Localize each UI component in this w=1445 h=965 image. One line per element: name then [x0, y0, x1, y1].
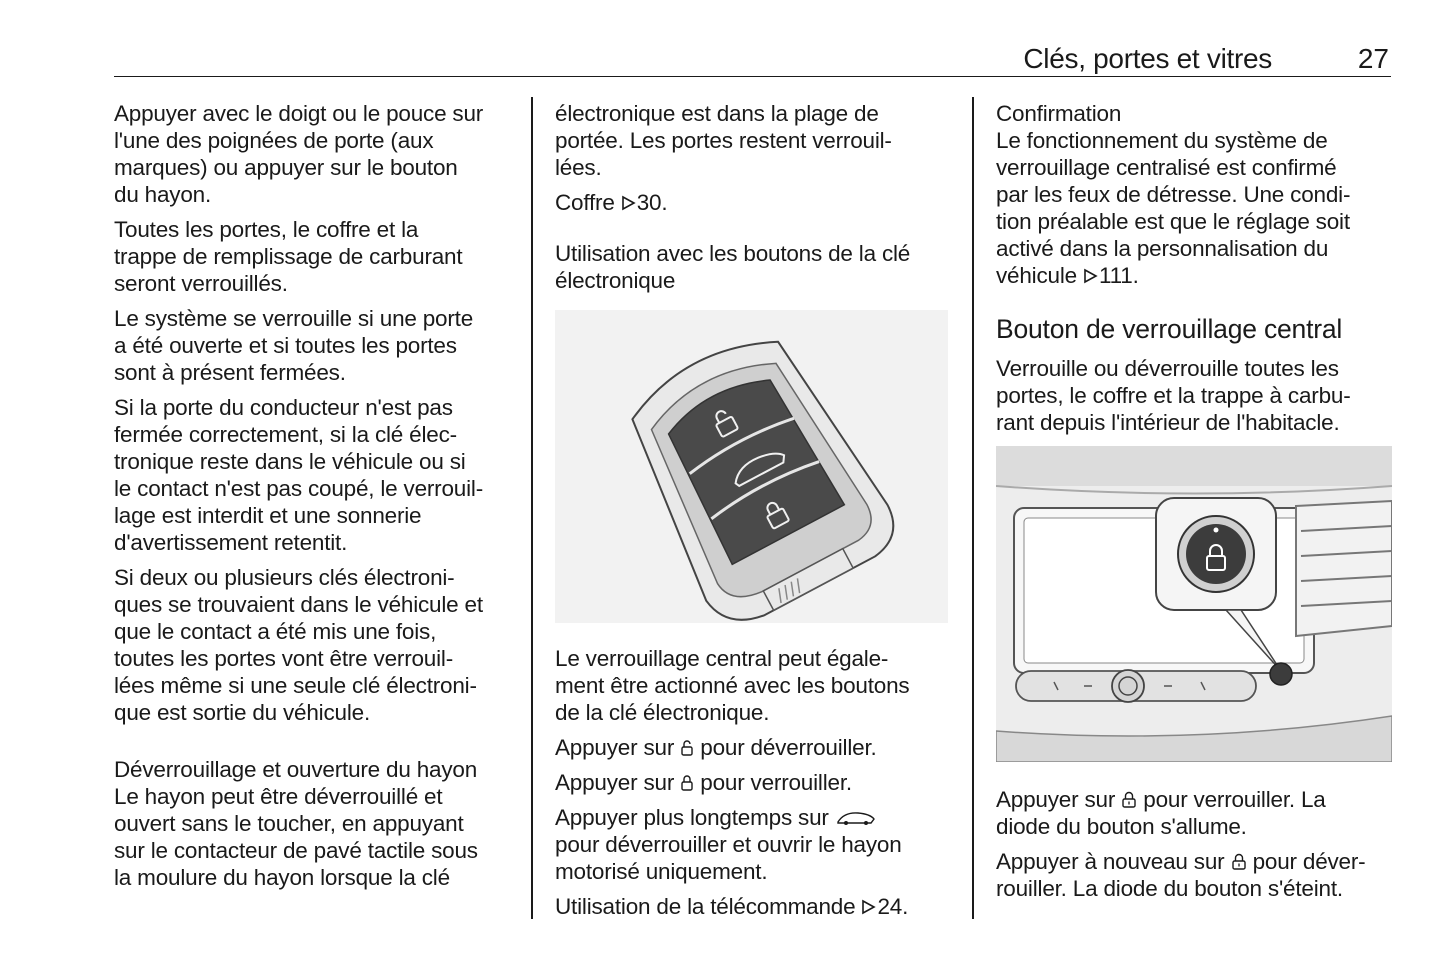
- paragraph: Appuyer à nouveau sur pour déver- rouiller. La diode du bouton s'éteint.: [996, 849, 1366, 901]
- paragraph: Le verrouillage central peut égale- ment être actionné avec les boutons de la clé électronique.: [555, 646, 910, 725]
- column-1: [114, 100, 514, 899]
- paragraph: Appuyer sur pour verrouiller. La diode du bouton s'allume.: [996, 787, 1326, 839]
- page-reference-arrow-icon: [621, 194, 637, 212]
- subheading: Confirmation: [996, 101, 1122, 126]
- chapter-title: Clés, portes et vitres: [1023, 43, 1272, 74]
- column-2: [555, 100, 955, 928]
- column-divider: [972, 97, 974, 919]
- subheading: Déverrouillage et ouverture du hayon: [114, 757, 478, 782]
- lock-icon: [1231, 853, 1247, 871]
- paragraph: Le système se verrouille si une porte a été ouverte et si toutes les portes sont à présent fermées.: [114, 306, 474, 385]
- paragraph: électronique est dans la plage de portée. Les portes restent verrouil- lées.: [555, 101, 892, 180]
- lock-icon: [1121, 791, 1137, 809]
- subheading: Utilisation avec les boutons de la clé électronique: [555, 241, 911, 293]
- page-link[interactable]: 24.: [877, 894, 909, 919]
- paragraph: Toutes les portes, le coffre et la trappe de remplissage de carburant seront verrouillés.: [114, 217, 463, 296]
- paragraph: Appuyer plus longtemps sur pour déverrouiller et ouvrir le hayon motorisé uniquement.: [555, 805, 902, 884]
- unlock-icon: [680, 739, 694, 757]
- page-link[interactable]: 111.: [1099, 263, 1139, 288]
- lock-icon: [680, 774, 694, 792]
- paragraph: Appuyer sur pour verrouiller.: [555, 770, 852, 795]
- cross-reference: Coffre 30.: [555, 190, 668, 215]
- page-number: 27: [1357, 43, 1389, 74]
- paragraph: Le hayon peut être déverrouillé et ouvert sans le toucher, en appuyant sur le contacteur de pavé tactile sous la moulure du hayon lorsque la clé: [114, 784, 478, 890]
- dashboard-icon: [996, 446, 1392, 762]
- page-reference-arrow-icon: [1083, 267, 1099, 285]
- electronic-key-illustration: [555, 310, 948, 623]
- tailgate-icon: [835, 809, 879, 827]
- paragraph: Le fonctionnement du système de verrouillage centralisé est confirmé par les feux de détresse. Une condi- tion préalable est que le réglage soit activé dans la personnalisation du véhicule 111.: [996, 128, 1351, 288]
- column-divider: [531, 97, 533, 919]
- cross-reference: Utilisation de la télécommande 24.: [555, 894, 909, 919]
- page-link[interactable]: 30.: [636, 190, 668, 215]
- paragraph: Appuyer sur pour déverrouiller.: [555, 735, 877, 760]
- section-title: Bouton de verrouillage central: [996, 314, 1343, 344]
- paragraph: Si deux ou plusieurs clés électroni- ques se trouvaient dans le véhicule et que le contact a été mis une fois, toutes les portes vont être verrouil- lées même si une seule clé électroni- que est sortie du véhicule.: [114, 565, 483, 725]
- paragraph: Si la porte du conducteur n'est pas fermée correctement, si la clé élec- tronique reste dans le véhicule ou si le contact n'est pas coupé, le verrouil- lage est interdit et une sonnerie d'avertissement retentit.: [114, 395, 483, 555]
- column-3: [996, 100, 1391, 910]
- paragraph: Verrouille ou déverrouille toutes les portes, le coffre et la trappe à carbu- rant depuis l'intérieur de l'habitacle.: [996, 356, 1351, 435]
- key-fob-icon: [555, 310, 948, 623]
- paragraph: Appuyer avec le doigt ou le pouce sur l'une des poignées de porte (aux marques) ou appuyer sur le bouton du hayon.: [114, 101, 484, 207]
- page-header: [114, 40, 1391, 77]
- page-reference-arrow-icon: [861, 898, 877, 916]
- central-lock-button-illustration: [996, 446, 1392, 762]
